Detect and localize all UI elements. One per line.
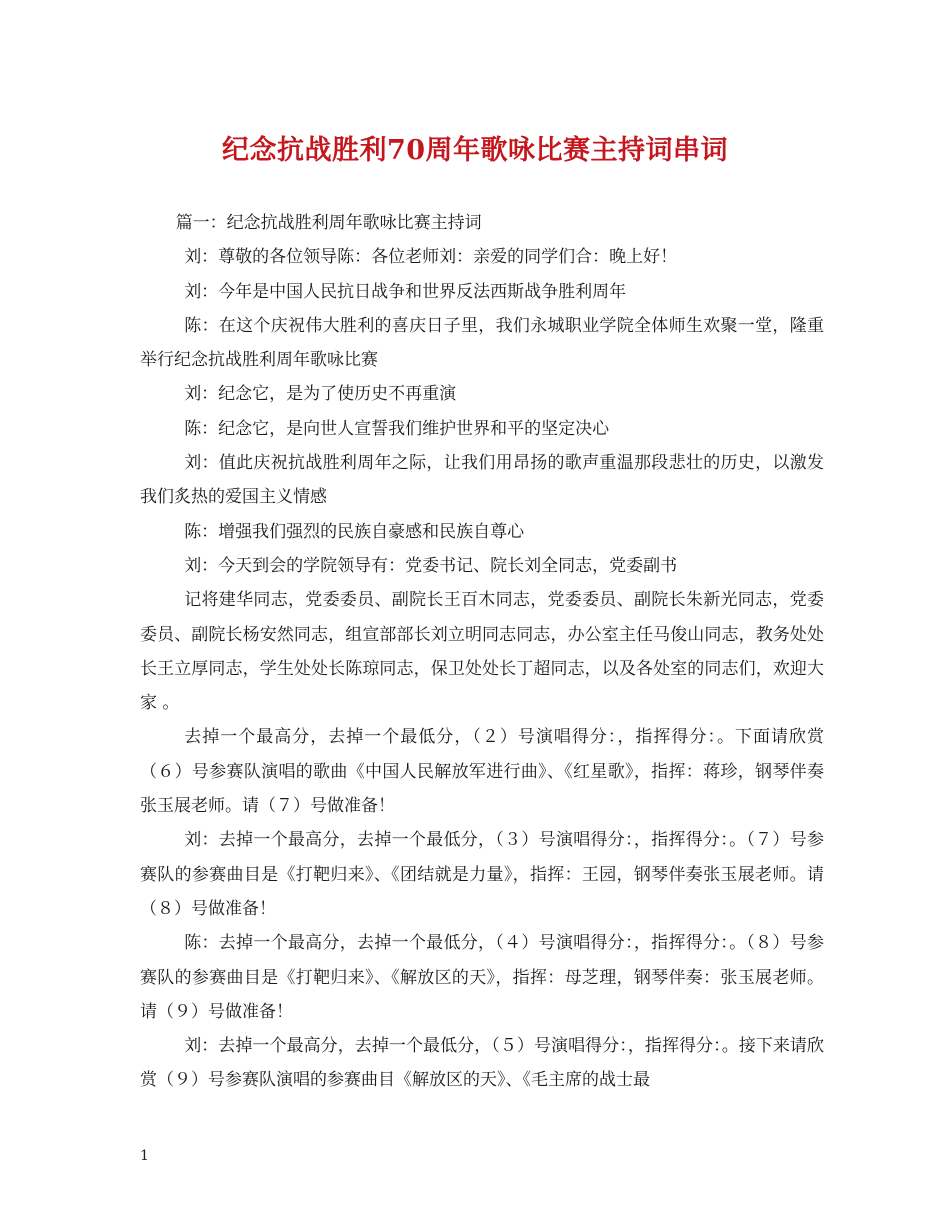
- paragraph: 陈：增强我们强烈的民族自豪感和民族自尊心: [184, 521, 525, 542]
- paragraph: 陈：在这个庆祝伟大胜利的喜庆日子里，我们永城职业学院全体师生欢聚一堂，隆重举行纪念抗战胜利周年歌咏比赛: [140, 315, 824, 371]
- paragraph: 去掉一个最高分，去掉一个最低分，（２）号演唱得分：，指挥得分：。下面请欣赏（６）号参赛队演唱的歌曲《中国人民解放军进行曲》、《红星歌》，指挥：蒋珍，钢琴伴奏张玉展老师。请（７）号做准备！: [140, 727, 824, 817]
- document-body: [140, 206, 824, 1098]
- paragraph: 刘：纪念它，是为了使历史不再重演: [184, 384, 457, 405]
- paragraph: 刘：去掉一个最高分，去掉一个最低分，（３）号演唱得分：，指挥得分：。（７）号参赛队的参赛曲目是《打靶归来》、《团结就是力量》，指挥：王园，钢琴伴奏张玉展老师。请（８）号做准备！: [140, 830, 824, 919]
- page-number: 1: [140, 1148, 149, 1164]
- paragraph: 刘：尊敬的各位领导陈：各位老师刘：亲爱的同学们合：晚上好！: [184, 247, 678, 268]
- document-title: 纪念抗战胜利70周年歌咏比赛主持词串词: [221, 135, 729, 166]
- paragraph: 刘：今年是中国人民抗日战争和世界反法西斯战争胜利周年: [184, 281, 627, 302]
- paragraph: 刘：值此庆祝抗战胜利周年之际，让我们用昂扬的歌声重温那段悲壮的历史，以激发我们炙热的爱国主义情感: [140, 453, 824, 508]
- paragraph: 刘：去掉一个最高分，去掉一个最低分，（５）号演唱得分：，指挥得分：。接下来请欣赏（９）号参赛队演唱的参赛曲目《解放区的天》、《毛主席的战士最: [140, 1036, 824, 1091]
- paragraph: 记将建华同志，党委委员、副院长王百木同志，党委委员、副院长朱新光同志，党委委员、副院长杨安然同志，组宣部部长刘立明同志同志，办公室主任马俊山同志，教务处处长王立厚同志，学生处处长陈琼同志，保卫处处长丁超同志，以及各处室的同志们，欢迎大家 。: [140, 590, 824, 714]
- paragraph: 陈：纪念它，是向世人宣誓我们维护世界和平的坚定决心: [184, 418, 610, 439]
- paragraph: 陈：去掉一个最高分，去掉一个最低分，（４）号演唱得分：，指挥得分：。（８）号参赛队的参赛曲目是《打靶归来》、《解放区的天》，指挥：母芝理，钢琴伴奏：张玉展老师。请（９）号做准备！: [140, 933, 824, 1022]
- paragraph: 刘：今天到会的学院领导有：党委书记、院长刘全同志，党委副书: [184, 555, 678, 576]
- paragraph: 篇一：纪念抗战胜利周年歌咏比赛主持词: [175, 213, 482, 233]
